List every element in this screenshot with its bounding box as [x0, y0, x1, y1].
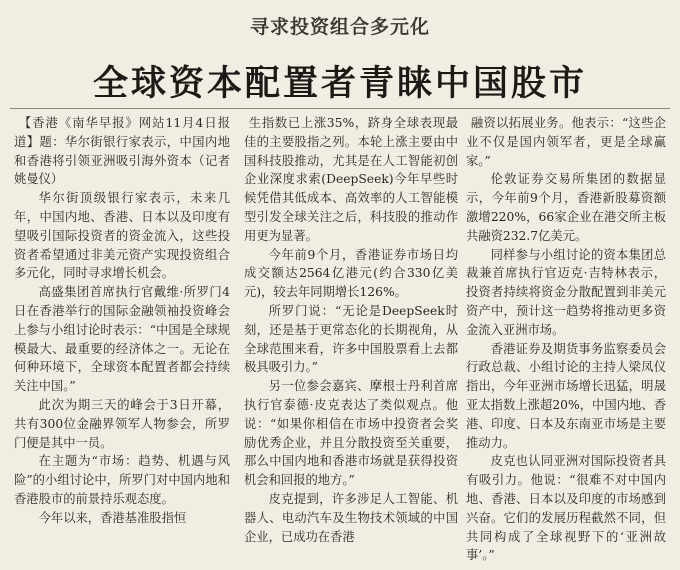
- article-paragraph: 华尔街顶级银行家表示，未来几年，中国内地、香港、日本以及印度有望吸引国际投资者的资金流入，这些投资者希望通过非美元资产实现投资组合多元化，同时寻求增长机会。: [14, 191, 230, 281]
- article-paragraph: 今年前9个月，香港证券市场日均成交额达2564亿港元(约合330亿美元)，较去年同期增长126%。: [244, 247, 458, 300]
- article-paragraph: 皮克提到，许多涉足人工智能、机器人、电动汽车及生物技术领域的中国企业，已成功在香港: [244, 491, 458, 544]
- article-paragraph: 香港证券及期货事务监察委员会行政总裁、小组讨论的主持人梁凤仪指出，今年亚洲市场增长迅猛，明晟亚太指数上涨超20%，中国内地、香港、印度、日本及东南亚市场是主要推动力。: [466, 341, 666, 450]
- article-paragraph-continued: 生指数已上涨35%，跻身全球表现最佳的主要股指之列。本轮上涨主要由中国科技股推动，尤其是在人工智能初创企业深度求索(DeepSeek)今年早些时候凭借其低成本、高效率的人工智能模型引发全球关注之后，科技股的推动作用更为显著。: [244, 116, 458, 243]
- article-column-3: [466, 114, 666, 566]
- headline-divider: [10, 108, 670, 109]
- article-paragraph: 高盛集团首席执行官戴维·所罗门4日在香港举行的国际金融领袖投资峰会上参与小组讨论时表示：“中国是全球规模最大、最重要的经济体之一。无论在何种环境下，全球资本配置者都会持续关注中国。”: [14, 285, 230, 394]
- article-paragraph: 皮克也认同亚洲对国际投资者具有吸引力。他说：“很难不对中国内地、香港、日本以及印度的市场感到兴奋。它们的发展历程截然不同，但共同构成了全球视野下的‘亚洲故事’。”: [466, 454, 666, 563]
- article-paragraph-continued: 融资以拓展业务。他表示：“这些企业不仅是国内领军者，更是全球赢家。”: [466, 116, 666, 168]
- headline-kicker: 寻求投资组合多元化: [249, 16, 430, 38]
- article-paragraph: 另一位参会嘉宾、摩根士丹利首席执行官泰德·皮克表达了类似观点。他说：“如果你相信在市场中投资者会奖励优秀企业，并且分散投资至关重要，那么中国内地和香港市场就是获得投资机会和回报的地方。”: [244, 379, 458, 488]
- article-column-2: [244, 114, 458, 566]
- article-paragraph: 今年以来，香港基准股指恒: [38, 510, 187, 525]
- headline-main: 全球资本配置者青睐中国股市: [92, 64, 587, 104]
- article-paragraph: 伦敦证券交易所集团的数据显示，今年前9个月，香港新股募资额激增220%，66家企业在港交所主板共融资232.7亿美元。: [466, 172, 666, 243]
- article-lead-paragraph: 【香港《南华早报》网站11月4日报道】题：华尔街银行家表示，中国内地和香港将引领亚洲吸引海外资本（记者 姚曼仪）: [14, 116, 243, 187]
- article-column-1: [14, 114, 243, 566]
- article-paragraph: 此次为期三天的峰会于3日开幕，共有300位金融界领军人物参会，所罗门便是其中一员。: [14, 397, 230, 450]
- article-paragraph: 同样参与小组讨论的资本集团总裁兼首席执行官迈克·吉特林表示，投资者持续将资金分散配置到非美元资产中，预计这一趋势将推动更多资金流入亚洲市场。: [466, 247, 666, 337]
- article-paragraph: 所罗门说：“无论是DeepSeek时刻，还是基于更常态化的长期视角，从全球范围来看，许多中国股票看上去都极具吸引力。”: [244, 303, 458, 375]
- article-paragraph: 在主题为“市场：趋势、机遇与风险”的小组讨论中，所罗门对中国内地和香港股市的前景持乐观态度。: [14, 454, 230, 506]
